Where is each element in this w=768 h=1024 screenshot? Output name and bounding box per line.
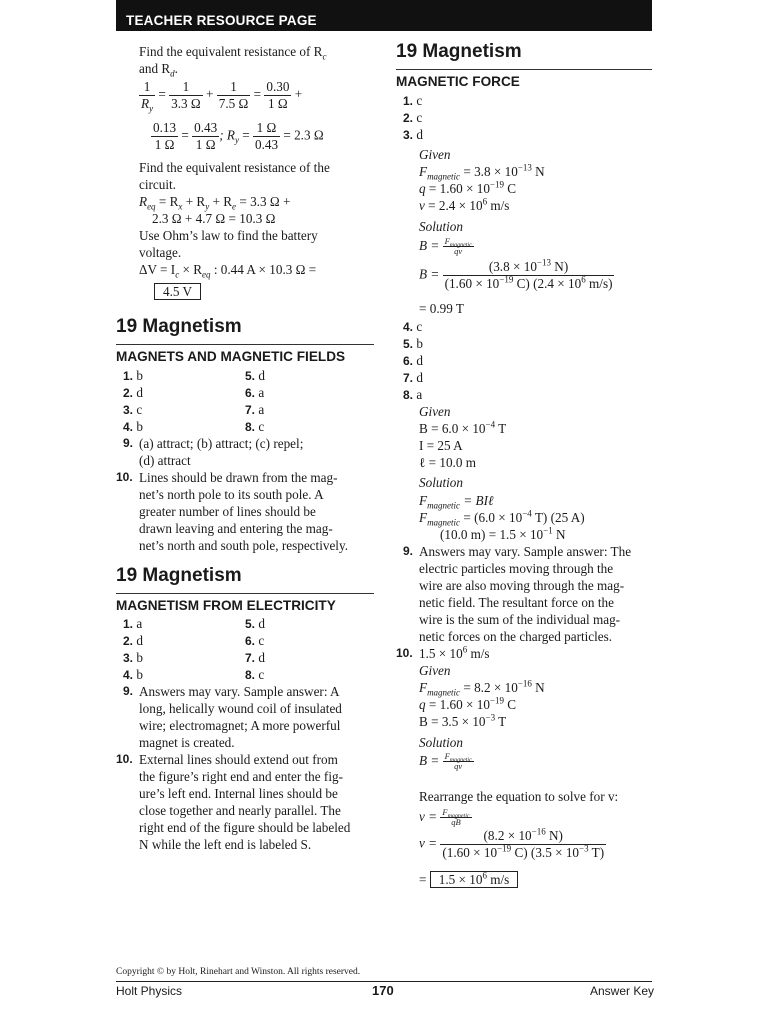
answer-row: 6. a [245, 385, 265, 400]
solution-label: Solution [419, 219, 463, 234]
answer-text: close together and nearly parallel. The [139, 803, 341, 818]
answer-row: 2. d [123, 385, 143, 400]
answer-row: 6. d [403, 353, 423, 368]
divider [396, 69, 652, 70]
answer-text: N while the left end is labeled S. [139, 837, 312, 852]
section-name: Answer Key [590, 984, 655, 998]
answer-row: 1. a [123, 616, 143, 631]
b-formula: B = $\frac{F_{magnetic}}{qv}$ [419, 751, 472, 772]
answer-row: 6. c [245, 633, 265, 648]
solution-label: Solution [419, 475, 463, 490]
answer-row: 8. c [245, 419, 265, 434]
answer-row: 7. d [403, 370, 423, 385]
footer-divider [116, 981, 652, 982]
answer-row: 8. a [403, 387, 423, 402]
intro-line-1: Find the equivalent resistance of $R_c$ [139, 44, 327, 62]
answer-row: 2. c [403, 110, 423, 125]
answer-text: External lines should extend out from [139, 752, 338, 767]
answer-text: greater number of lines should be [139, 504, 316, 519]
answer-row: 2. d [123, 633, 143, 648]
force-formula: $F_{magnetic}$ = BIℓ [419, 493, 494, 511]
answer-row: 3. d [403, 127, 423, 142]
given-label: Given [419, 147, 451, 162]
answer-text: wire are also moving through the mag- [419, 578, 625, 593]
answer-text: net’s north and south pole, respectively. [139, 538, 348, 553]
answer-row: 1. c [403, 93, 423, 108]
rearrange-text: Rearrange the equation to solve for v: [419, 789, 619, 804]
answer-text: Lines should be drawn from the mag- [139, 470, 338, 485]
page-number: 170 [372, 983, 394, 998]
solution-label: Solution [419, 735, 463, 750]
answer-text: Answers may vary. Sample answer: The [419, 544, 632, 559]
given-label: Given [419, 404, 451, 419]
answer-row: 1. b [123, 368, 143, 383]
answer-text: the figure’s right end and enter the fig- [139, 769, 343, 784]
given-force: $F_{magnetic} = 8.2 \times 10^{-16}$ N [419, 678, 545, 698]
equation-1: $\frac{1}{R_y}$ = $\frac{1}{3.3 \Omega}$ + $\frac{1}{7.5 \Omega}$ = $\frac{0.30}{1 \Omega}$ + [141, 79, 303, 114]
teacher-resource-banner [116, 0, 652, 31]
question-number: 9. [123, 436, 134, 450]
voltage-equation: $\Delta V = I_c \times R_{eq}$ : 0.44 A × 10.3 Ω = [139, 262, 317, 280]
answer-text: magnet is created. [139, 735, 235, 750]
circuit-line-2: circuit. [139, 177, 176, 192]
equation-2: $\frac{0.13}{1 \Omega}$ = $\frac{0.43}{1 \Omega}$ ; $R_y$ = $\frac{1 \Omega}{0.43}$ = 2.3 Ω [153, 120, 324, 152]
subtitle-magnets-fields: MAGNETS AND MAGNETIC FIELDS [116, 349, 346, 364]
answer-text: long, helically wound coil of insulated [139, 701, 342, 716]
answer-text: net’s north pole to its south pole. A [139, 487, 324, 502]
ohm-line-1: Use Ohm’s law to find the battery [139, 228, 318, 243]
answer-row: 7. a [245, 402, 265, 417]
book-title: Holt Physics [116, 984, 183, 998]
answer-text: (a) attract; (b) attract; (c) repel; [139, 436, 304, 451]
given-length: ℓ = 10.0 m [419, 455, 476, 470]
answer-row: 5. b [403, 336, 423, 351]
answer-text: netic field. The resultant force on the [419, 595, 614, 610]
answer-row: 7. d [245, 650, 265, 665]
answer-row: 3. b [123, 650, 143, 665]
answer-text: right end of the figure should be labeled [139, 820, 351, 835]
answer-row: 4. b [123, 667, 143, 682]
divider [116, 344, 374, 345]
answer-text: drawn leaving and entering the mag- [139, 521, 333, 536]
velocity-answer: $1.5 \times 10^6$ m/s [419, 644, 490, 661]
answer-row: 4. c [403, 319, 423, 334]
answer-text: netic forces on the charged particles. [419, 629, 613, 644]
given-label: Given [419, 663, 451, 678]
v-formula: v = $\frac{F_{magnetic}}{qB}$ [419, 807, 470, 828]
given-charge: $q = 1.60 \times 10^{-19}$ C [419, 695, 517, 712]
answer-row: 3. c [123, 402, 143, 417]
question-number: 9. [403, 544, 414, 558]
answer-text: wire; electromagnet; A more powerful [139, 718, 341, 733]
answer-text: (d) attract [139, 453, 191, 468]
question-number: 10. [396, 646, 413, 660]
section-title-magnets: 19 Magnetism [116, 316, 242, 337]
answer-row: 8. c [245, 667, 265, 682]
given-velocity: $v = 2.4 \times 10^6$ m/s [419, 196, 510, 213]
banner-title: TEACHER RESOURCE PAGE [126, 13, 317, 28]
answer-text: Answers may vary. Sample answer: A [139, 684, 340, 699]
divider [116, 593, 374, 594]
b-result: = 0.99 T [419, 301, 464, 316]
b-calculation: B = $\frac{(3.8 \times 10^{-13} N)}{(1.60 \times 10^{-19} C) (2.4 \times 10^6 m/s)}$ [419, 257, 613, 291]
given-charge: $q = 1.60 \times 10^{-19}$ C [419, 179, 517, 196]
b-formula: B = $\frac{F_{magnetic}}{qv}$ [419, 236, 472, 257]
intro-line-2: and $R_d$. [139, 61, 178, 79]
question-number: 10. [116, 752, 133, 766]
subtitle-magnetic-force: MAGNETIC FORCE [396, 74, 520, 89]
answer-text: electric particles moving through the [419, 561, 614, 576]
question-number: 9. [123, 684, 134, 698]
circuit-line-1: Find the equivalent resistance of the [139, 160, 330, 175]
question-number: 10. [116, 470, 133, 484]
copyright-notice: Copyright © by Holt, Rinehart and Winston. All rights reserved. [116, 967, 361, 977]
force-result: (10.0 $m) = 1.5 \times 10^{-1}$ N [440, 525, 566, 542]
subtitle-magnetism-electricity: MAGNETISM FROM ELECTRICITY [116, 598, 336, 613]
given-current: I = 25 A [419, 438, 463, 453]
section-title-magnetism-electricity: 19 Magnetism [116, 565, 242, 586]
answer-row: 5. d [245, 368, 265, 383]
answer-row: 5. d [245, 616, 265, 631]
v-result: = $1.5 \times 10^6$ m/s [419, 871, 518, 888]
force-calculation: $F_{magnetic} = (6.0 \times 10^{-4}$ T) (25 A) [419, 508, 585, 528]
answer-text: ure’s left end. Internal lines should be [139, 786, 338, 801]
answer-row: 4. b [123, 419, 143, 434]
given-force: $F_{magnetic} = 3.8 \times 10^{-13}$ N [419, 162, 545, 182]
voltage-answer: 4.5 V [154, 283, 201, 300]
section-title-magnetic-force: 19 Magnetism [396, 41, 522, 62]
answer-text: wire is the sum of the individual mag- [419, 612, 621, 627]
req-line-1: $R_{eq} = R_x + R_y + R_e = 3.3$ Ω + [139, 194, 291, 212]
ohm-line-2: voltage. [139, 245, 182, 260]
v-calculation: v = $\frac{(8.2 \times 10^{-16} N)}{(1.60 \times 10^{-19} C) (3.5 \times 10^{-3} T)}$ [419, 826, 605, 860]
given-field: $B = 6.0 \times 10^{-4}$ T [419, 419, 507, 436]
req-line-2: 2.3 Ω + 4.7 Ω = 10.3 Ω [152, 211, 276, 226]
given-field: $B = 3.5 \times 10^{-3}$ T [419, 712, 507, 729]
